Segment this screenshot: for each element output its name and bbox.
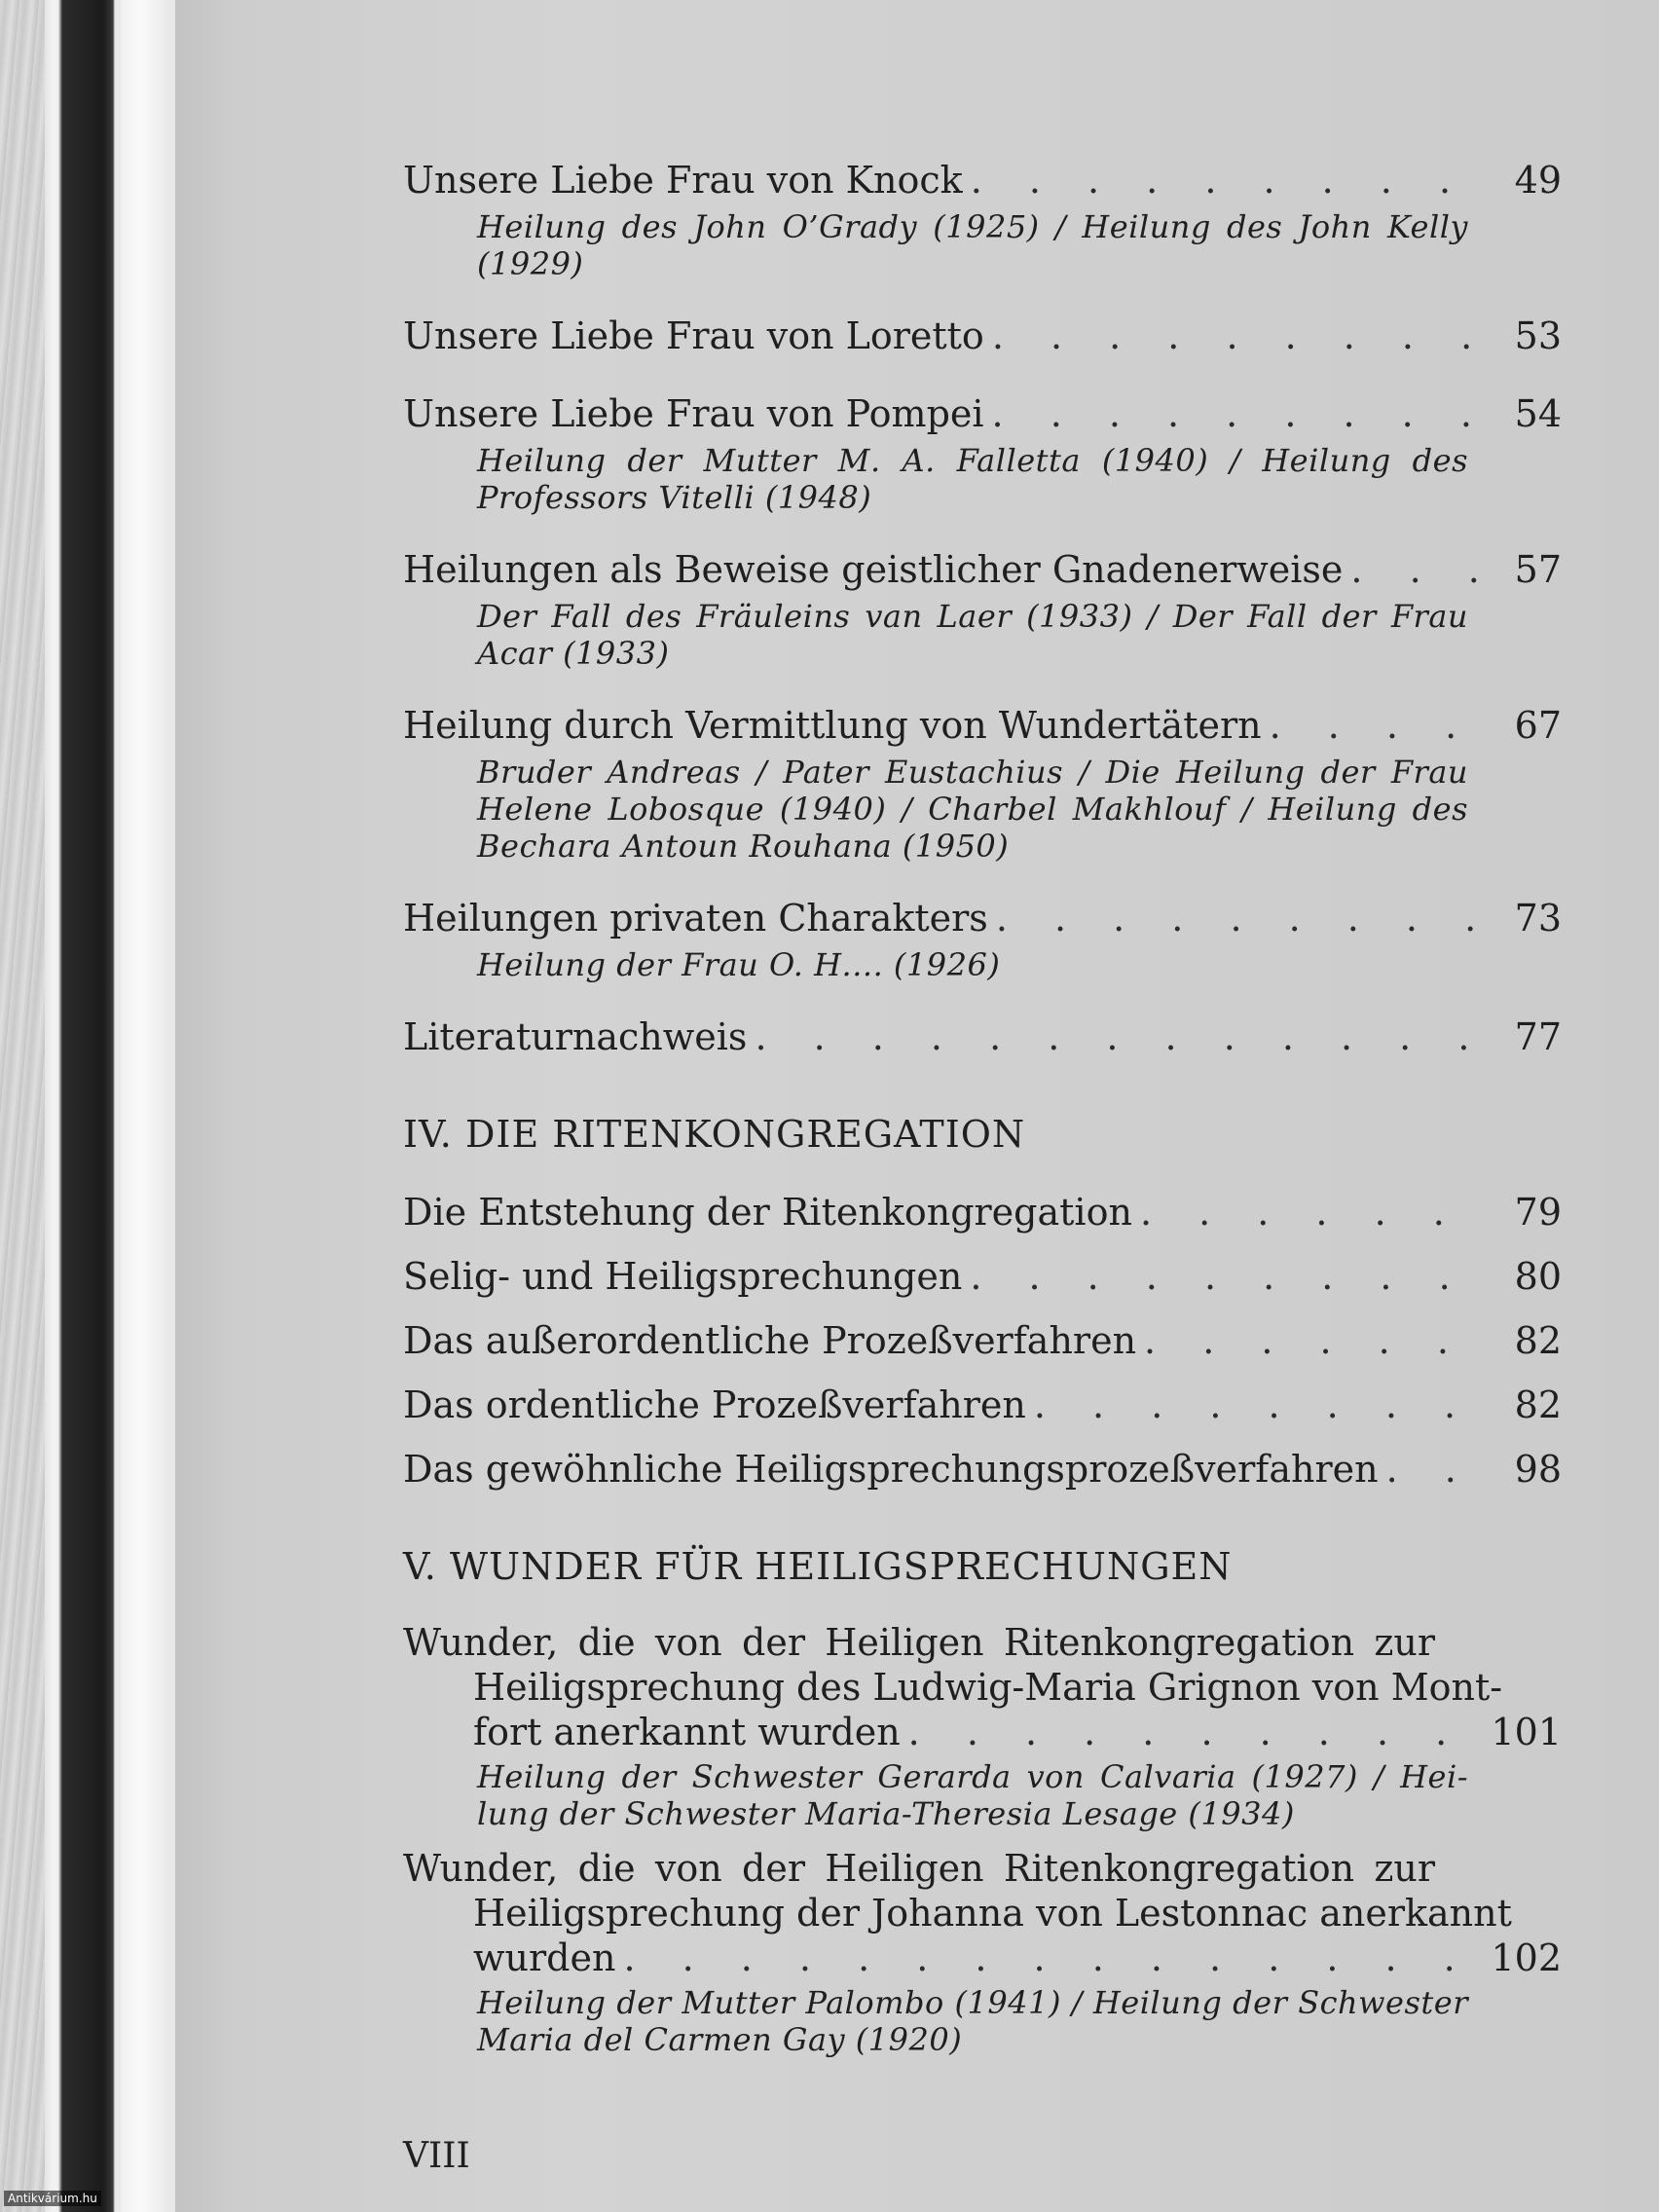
dot-leader [996,894,1484,942]
toc-entry-title: Unsere Liebe Frau von Loretto [403,314,984,357]
toc-page-number: 53 [1514,314,1562,357]
toc-entry-title: Heilungen privaten Charakters [403,897,988,940]
toc-subentries [403,598,1468,672]
toc-subentry-line: Professors Vitelli (1948) [477,479,872,516]
toc-page-number: 49 [1514,159,1562,202]
toc-entry-title-line: fort anerkannt wurden [473,1711,901,1753]
toc-page-number: 98 [1514,1448,1562,1491]
toc-entry-title: Das gewöhnliche Heiligsprechungsprozeßverfahren [403,1448,1379,1491]
toc-entry-title: Unsere Liebe Frau von Knock [403,159,963,202]
dot-leader [971,156,1484,204]
toc-entry [403,545,1562,672]
toc-subentry-line: Heilung der Mutter M. A. Falletta (1940) / Heilung des [477,442,1468,479]
toc-subentry-line: Der Fall des Fräuleins van Laer (1933) / Der Fall der Frau [477,598,1468,635]
toc-subentry-line: Bechara Antoun Rouhana (1950) [477,828,1010,865]
toc-entry [403,1381,1562,1429]
toc-subentry-line: Acar (1933) [477,635,670,672]
dot-leader [992,389,1484,438]
toc-subentries [403,754,1468,865]
toc-page-number: 102 [1491,1936,1562,1979]
toc-entry-title: Literaturnachweis [403,1015,748,1058]
toc-entry [403,1316,1562,1365]
toc-entry-title: Unsere Liebe Frau von Pompei [403,392,984,435]
dot-leader [623,1936,1484,1980]
cover-edge [121,0,175,2212]
dot-leader [1144,1316,1484,1365]
toc-entry-title-line: Heiligsprechung des Ludwig-Maria Grignon von Mont- [473,1666,1503,1709]
toc-subentry-line: Heilung des John O’Grady (1925) / Heilung des John Kelly [477,208,1468,245]
toc-entry-title-line: Wunder, die von der Heiligen Ritenkongregation zur [403,1621,1435,1664]
book-spine [45,0,121,2212]
toc-entry [403,1846,1562,2058]
dot-leader [1350,545,1484,594]
toc-page-number: 57 [1514,548,1562,591]
toc-page-number: 73 [1514,897,1562,940]
dot-leader [1140,1188,1484,1236]
dot-leader [1034,1381,1484,1429]
watermark-text: Antikvárium.hu [4,2191,101,2206]
toc-subentry-line: lung der Schwester Maria-Theresia Lesage (1934) [477,1795,1295,1832]
toc-page-number: 82 [1514,1383,1562,1426]
dot-leader [992,312,1484,360]
toc-entry [403,701,1562,865]
toc-entry [403,1013,1562,1061]
toc-page-number: 79 [1514,1191,1562,1234]
toc-page-number: 67 [1514,704,1562,747]
toc-page-number: 82 [1514,1319,1562,1362]
dot-leader [1386,1445,1484,1493]
toc-subentry-line: Helene Lobosque (1940) / Charbel Makhlouf / Heilung des [477,791,1468,828]
section-heading: V. WUNDER FÜR HEILIGSPRECHUNGEN [403,1545,1233,1588]
toc-subentries [403,1984,1468,2058]
toc-page-number: 54 [1514,392,1562,435]
toc-entry-title: Heilungen als Beweise geistlicher Gnadenerweise [403,548,1344,591]
toc-page-number: 101 [1491,1711,1562,1753]
toc-subentry-line: (1929) [477,245,584,282]
toc-entry [403,156,1562,282]
toc-subentry-line: Heilung der Schwester Gerarda von Calvaria (1927) / Hei- [477,1758,1468,1795]
toc-subentry-line: Heilung der Frau O. H.... (1926) [477,946,1001,983]
dot-leader [1270,701,1484,750]
toc-page-number: 77 [1514,1015,1562,1058]
toc-entry-title: Das außerordentliche Prozeßverfahren [403,1319,1137,1362]
dot-leader [908,1710,1484,1754]
toc-entry [403,312,1562,360]
toc-entry [403,389,1562,516]
toc-entry [403,1620,1562,1832]
toc-entry-title: Das ordentliche Prozeßverfahren [403,1383,1026,1426]
toc-entry-title: Selig- und Heiligsprechungen [403,1255,963,1298]
toc-subentries [403,1758,1468,1832]
toc-entry [403,1445,1562,1493]
dot-leader [970,1252,1484,1301]
table-of-contents [403,156,1562,2087]
table-surface [0,0,45,2212]
toc-entry [403,1252,1562,1301]
toc-entry-title-line: Heiligsprechung der Johanna von Lestonnac anerkannt [473,1892,1512,1935]
toc-subentries [403,442,1468,516]
toc-entry-title-line: wurden [473,1936,616,1979]
toc-entry-title-line: Wunder, die von der Heiligen Ritenkongregation zur [403,1847,1435,1890]
toc-subentries [403,946,1468,983]
toc-entry-title: Heilung durch Vermittlung von Wundertätern [403,704,1262,747]
dot-leader [755,1013,1484,1061]
toc-entry-title: Die Entstehung der Ritenkongregation [403,1191,1132,1234]
toc-entry [403,1188,1562,1236]
toc-subentry-line: Heilung der Mutter Palombo (1941) / Heilung der Schwester [477,1984,1468,2021]
section-heading: IV. DIE RITENKONGREGATION [403,1113,1026,1156]
toc-entry [403,894,1562,983]
toc-subentry-line: Maria del Carmen Gay (1920) [477,2021,963,2058]
toc-page-number: 80 [1514,1255,1562,1298]
page-folio: VIII [403,2136,470,2176]
toc-subentries [403,208,1468,282]
toc-subentry-line: Bruder Andreas / Pater Eustachius / Die Heilung der Frau [477,754,1468,791]
